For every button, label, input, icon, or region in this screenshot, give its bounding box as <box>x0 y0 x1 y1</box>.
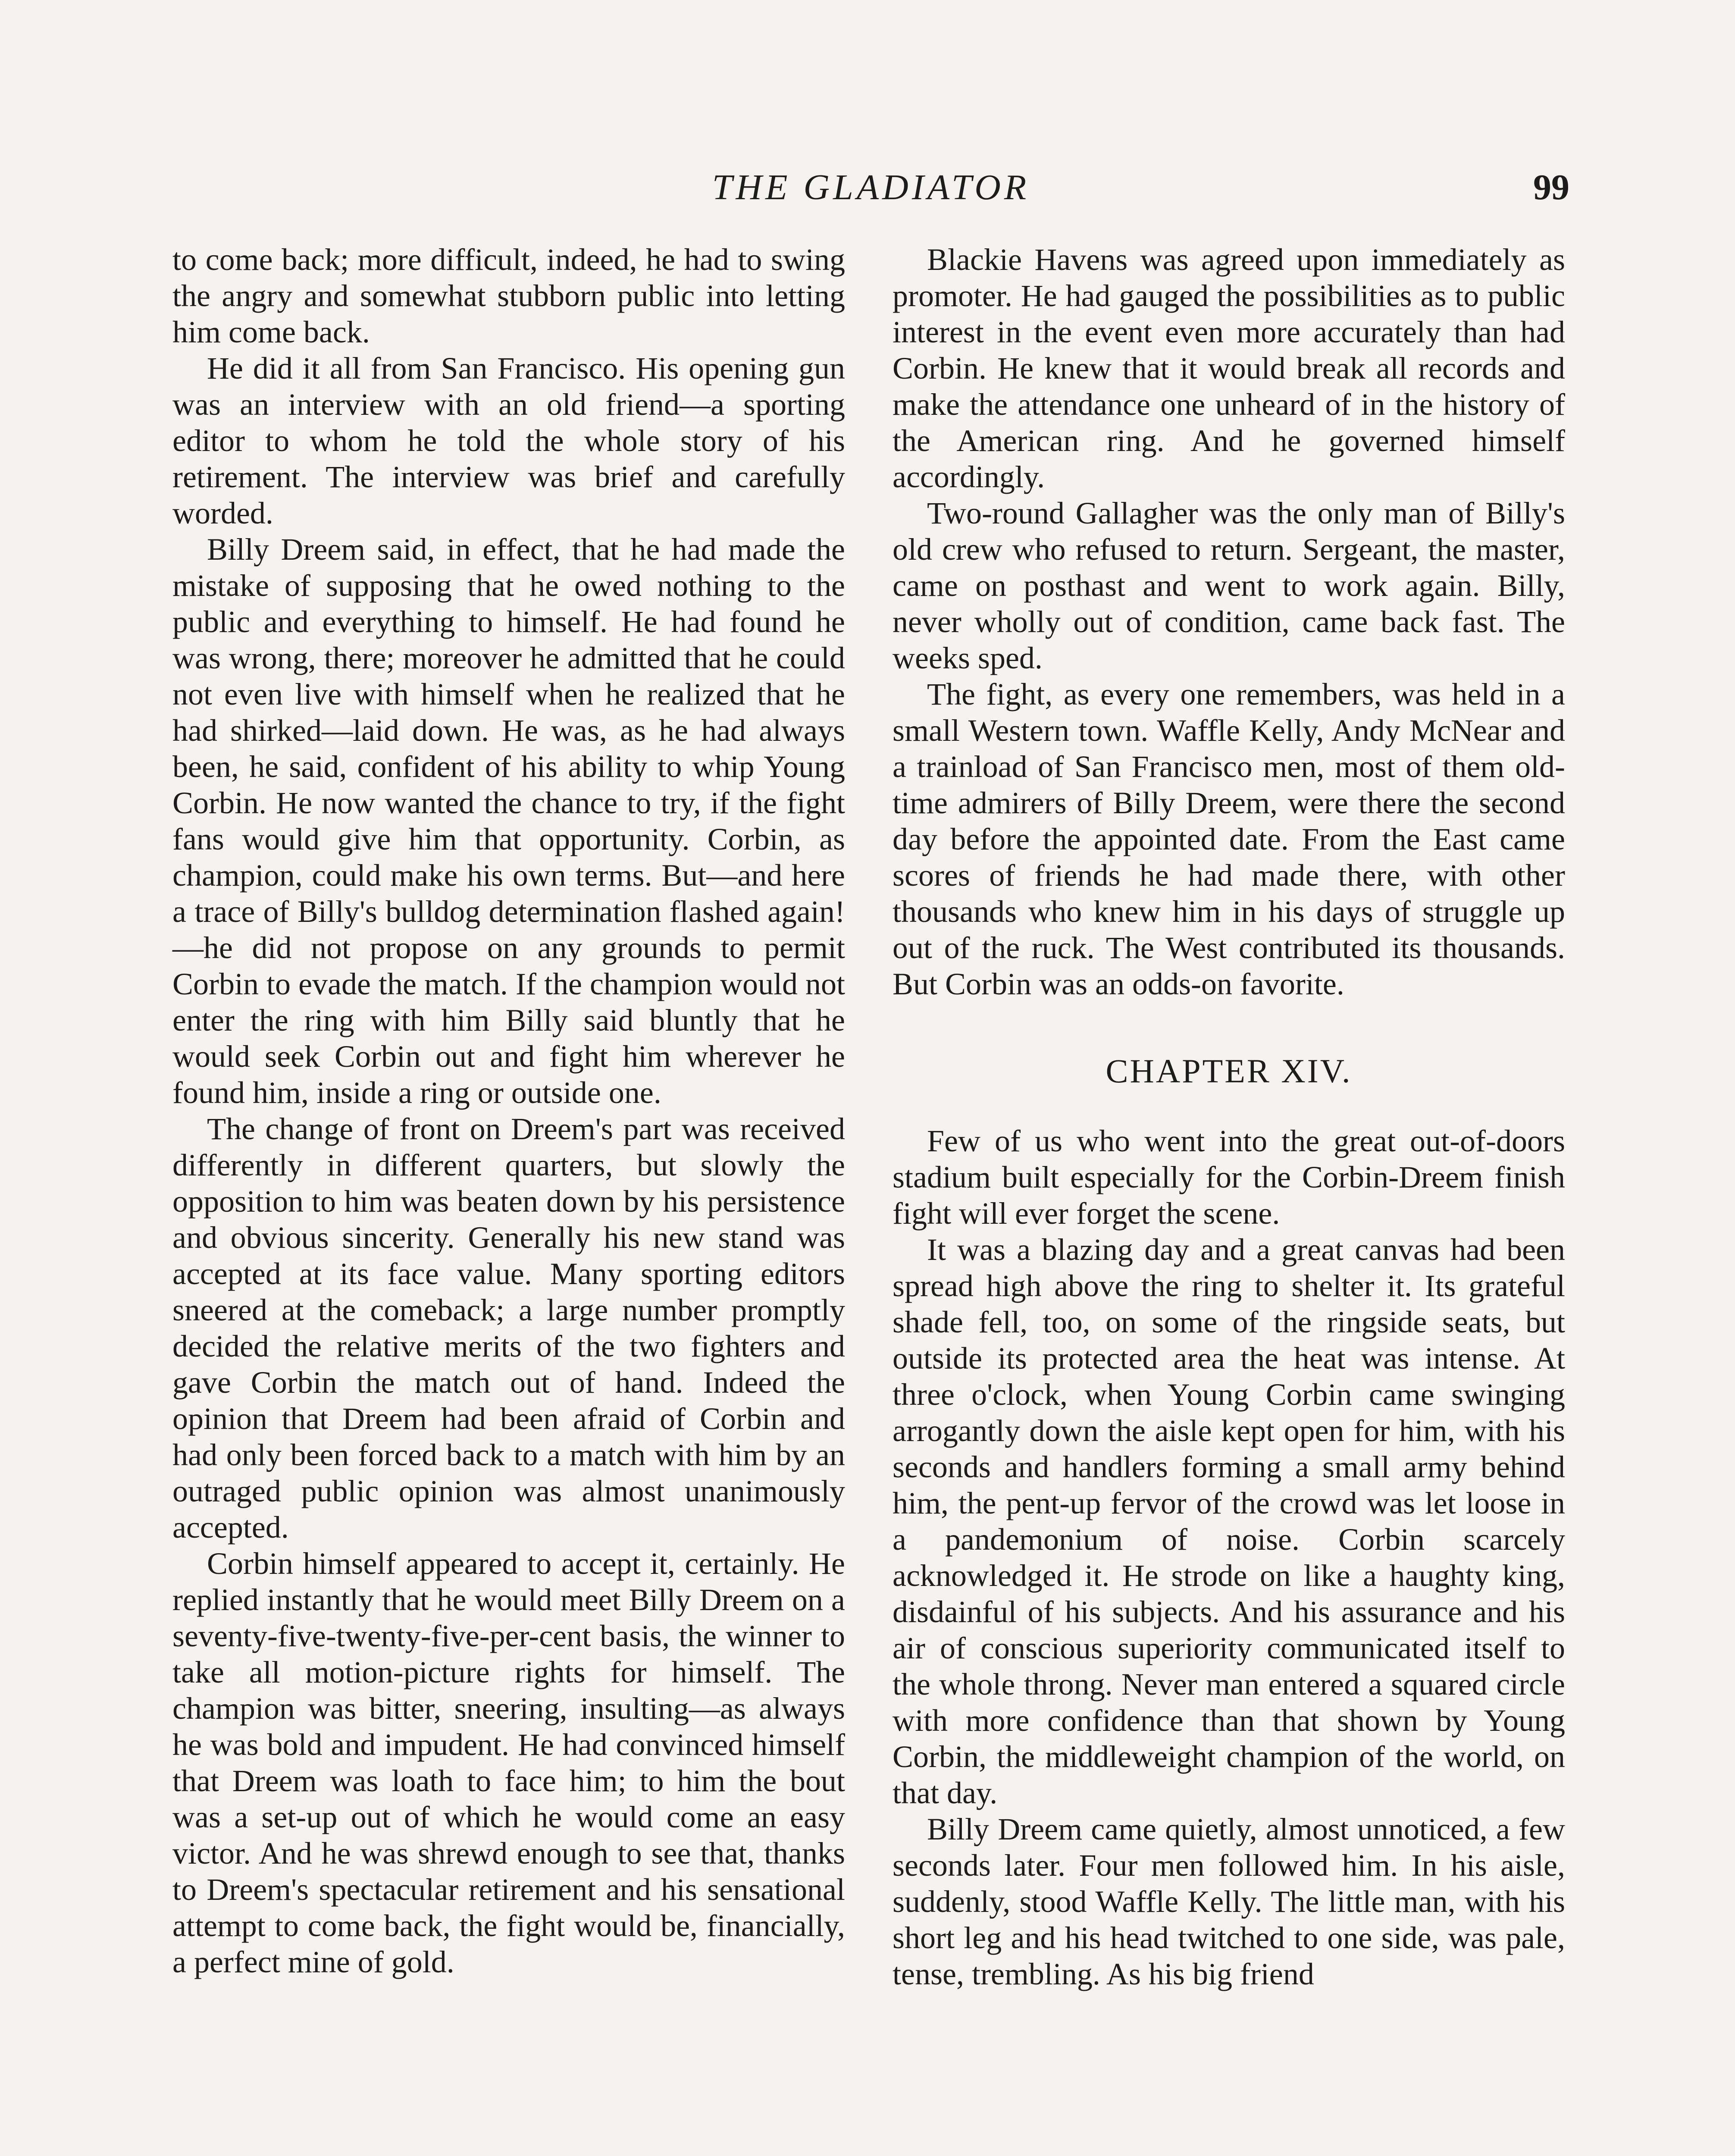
paragraph: Few of us who went into the great out-of-doors stadium built especially for the Corbin-Dreem finish fight will ever forget the scene. <box>893 1124 1565 1231</box>
chapter-heading: CHAPTER XIV. <box>1106 1052 1352 1090</box>
paragraph: Blackie Havens was agreed upon immediately as promoter. He had gauged the possibilities as to public interest in the event even more accurately than had Corbin. He knew that it would break all records and make the attendance one unheard of in the history of the American ring. And he governed himself accordingly. <box>893 242 1565 494</box>
paragraph: It was a blazing day and a great canvas had been spread high above the ring to shelter it. Its grateful shade fell, too, on some of the ringside seats, but outside its protected area the heat was intense. At three o'clock, when Young Corbin came swinging arrogantly down the aisle kept open for him, with his seconds and handlers forming a small army behind him, the pent-up fervor of the crowd was let loose in a pandemonium of noise. Corbin scarcely acknowledged it. He strode on like a haughty king, disdainful of his subjects. And his assurance and his air of conscious superiority communicated itself to the whole throng. Never man entered a squared circle with more confidence than that shown by Young Corbin, the middleweight champion of the world, on that day. <box>893 1232 1565 1810</box>
left-column <box>172 241 845 1980</box>
right-column <box>893 241 1565 1992</box>
paragraph: Billy Dreem came quietly, almost unnoticed, a few seconds later. Four men followed him. In his aisle, suddenly, stood Waffle Kelly. The little man, with his short leg and his head twitched to one side, was pale, tense, trembling. As his big friend <box>893 1812 1565 1991</box>
paragraph: Corbin himself appeared to accept it, certainly. He replied instantly that he would meet Billy Dreem on a seventy-five-twenty-five-per-cent basis, the winner to take all motion-picture rights for himself. The champion was bitter, sneering, insulting—as always he was bold and impudent. He had convinced himself that Dreem was loath to face him; to him the bout was a set-up out of which he would come an easy victor. And he was shrewd enough to see that, thanks to Dreem's spectacular retirement and his sensational attempt to come back, the fight would be, financially, a perfect mine of gold. <box>172 1546 845 1979</box>
paragraph: Billy Dreem said, in effect, that he had made the mistake of supposing that he owed nothing to the public and everything to himself. He had found he was wrong, there; moreover he admitted that he could not even live with himself when he realized that he had shirked—laid down. He was, as he had always been, he said, confident of his ability to whip Young Corbin. He now wanted the chance to try, if the fight fans would give him that opportunity. Corbin, as champion, could make his own terms. But—and here a trace of Billy's bulldog determination flashed again!—he did not propose on any grounds to permit Corbin to evade the match. If the champion would not enter the ring with him Billy said bluntly that he would seek Corbin out and fight him wherever he found him, inside a ring or outside one. <box>172 532 845 1110</box>
paragraph: He did it all from San Francisco. His opening gun was an interview with an old friend—a sporting editor to whom he told the whole story of his retirement. The interview was brief and carefully worded. <box>172 351 845 530</box>
paragraph: to come back; more difficult, indeed, he had to swing the angry and somewhat stubborn public into letting him come back. <box>172 242 845 349</box>
paragraph: Two-round Gallagher was the only man of Billy's old crew who refused to return. Sergeant, the master, came on posthast and went to work again. Billy, never wholly out of condition, came back fast. The weeks sped. <box>893 496 1565 675</box>
page-number: 99 <box>1533 167 1569 207</box>
running-head <box>172 164 1569 211</box>
paragraph: The change of front on Dreem's part was received differently in different quarters, but slowly the opposition to him was beaten down by his persistence and obvious sincerity. Generally his new stand was accepted at its face value. Many sporting editors sneered at the comeback; a large number promptly decided the relative merits of the two fighters and gave Corbin the match out of hand. Indeed the opinion that Dreem had been afraid of Corbin and had only been forced back to a match with him by an outraged public opinion was almost unanimously accepted. <box>172 1112 845 1545</box>
paragraph: The fight, as every one remembers, was held in a small Western town. Waffle Kelly, Andy McNear and a trainload of San Francisco men, most of them old-time admirers of Billy Dreem, were there the second day before the appointed date. From the East came scores of friends he had made there, with other thousands who knew him in his days of struggle up out of the ruck. The West contributed its thousands. But Corbin was an odds-on favorite. <box>893 677 1565 1001</box>
running-title: THE GLADIATOR <box>712 167 1030 207</box>
